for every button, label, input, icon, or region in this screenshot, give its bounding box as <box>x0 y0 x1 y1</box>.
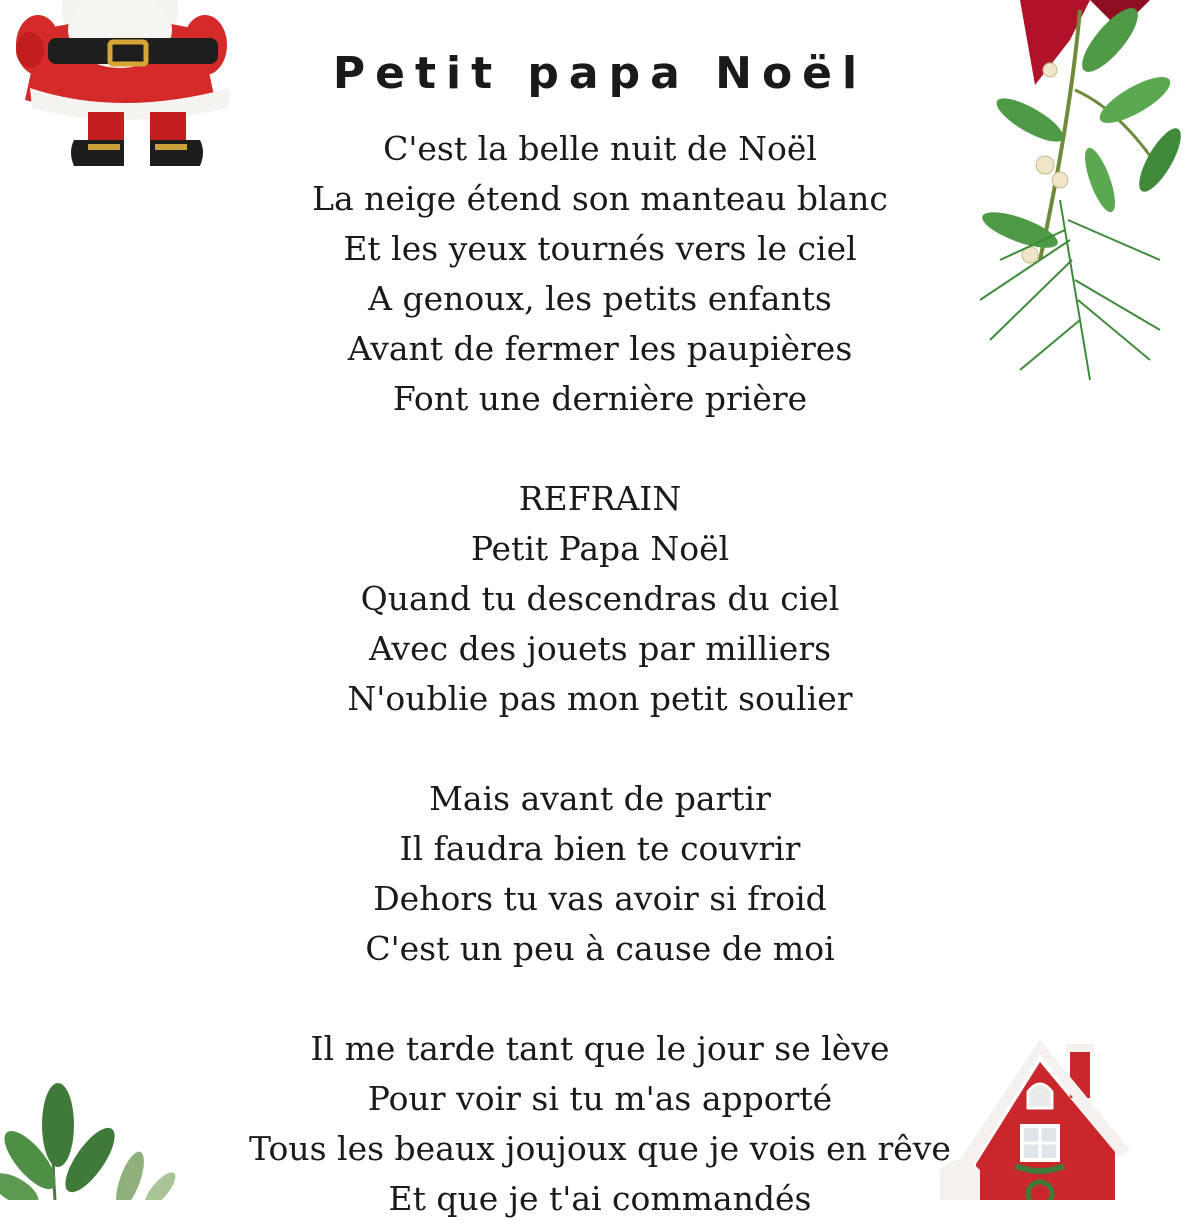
lyric-line: Il faudra bien te couvrir <box>399 829 801 868</box>
lyric-line: Avant de fermer les paupières <box>347 329 853 368</box>
stanza-gap <box>240 724 960 774</box>
refrain-label: REFRAIN <box>518 479 682 518</box>
lyric-line: C'est la belle nuit de Noël <box>383 129 817 168</box>
lyric-line: Tous les beaux joujoux que je vois en rêve <box>249 1129 951 1168</box>
lyric-line: Quand tu descendras du ciel <box>360 579 840 618</box>
lyric-line: Avec des jouets par milliers <box>368 629 832 668</box>
song-title: Petit papa Noël <box>332 48 868 99</box>
stanza-gap <box>240 424 960 474</box>
lyric-line: Dehors tu vas avoir si froid <box>373 879 827 918</box>
lyric-line: Pour voir si tu m'as apporté <box>367 1079 833 1118</box>
lyric-line: Mais avant de partir <box>429 779 771 818</box>
green-leaves-illustration <box>0 1040 200 1200</box>
lyric-line: Il me tarde tant que le jour se lève <box>310 1029 890 1068</box>
lyric-line: A genoux, les petits enfants <box>368 279 832 318</box>
lyric-line: La neige étend son manteau blanc <box>312 179 888 218</box>
lyric-line: Font une dernière prière <box>392 379 808 418</box>
red-house-illustration <box>940 1040 1140 1200</box>
lyrics-body <box>240 124 960 1224</box>
stanza-gap <box>240 974 960 1024</box>
lyric-line: C'est un peu à cause de moi <box>365 929 835 968</box>
lyric-line: N'oublie pas mon petit soulier <box>347 679 853 718</box>
lyric-line: Et les yeux tournés vers le ciel <box>343 229 857 268</box>
lyric-line: Petit Papa Noël <box>470 529 730 568</box>
lyric-line: Et que je t'ai commandés <box>388 1179 812 1218</box>
